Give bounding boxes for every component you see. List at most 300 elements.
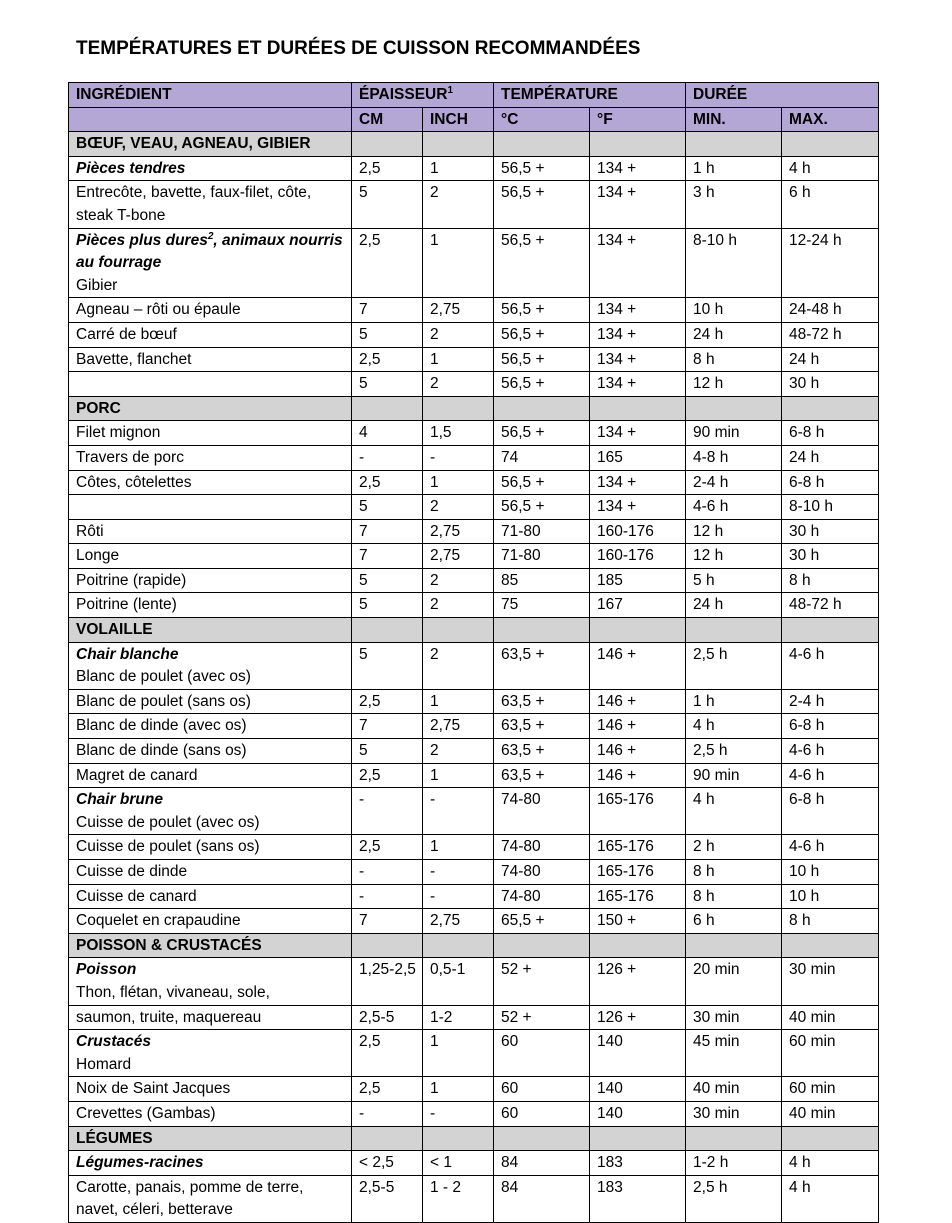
table-row <box>69 519 879 544</box>
temp-celsius-cell: 60 <box>494 1030 590 1077</box>
thickness-cm-cell: 2,5 <box>352 347 423 372</box>
section-blank-cell <box>494 618 590 643</box>
section-blank-cell <box>423 396 494 421</box>
header-thickness: ÉPAISSEUR$^1$ <box>352 83 494 108</box>
duration-min-cell: 4-6 h <box>686 495 782 520</box>
thickness-inch-cell: 2,75 <box>423 909 494 934</box>
ingredient-cell <box>69 642 352 689</box>
subcategory-text: Chair brune <box>76 791 163 809</box>
duration-max-cell: 6-8 h <box>782 714 879 739</box>
ingredient-name: Agneau – rôti ou épaule <box>76 301 241 319</box>
table-row <box>69 714 879 739</box>
ingredient-cell <box>69 739 352 764</box>
footnote-marker: 2 <box>207 230 214 242</box>
thickness-cm-cell: 5 <box>352 568 423 593</box>
duration-max-cell: 30 h <box>782 519 879 544</box>
thickness-inch-cell: - <box>423 860 494 885</box>
duration-min-cell: 12 h <box>686 544 782 569</box>
table-row <box>69 568 879 593</box>
header-blank <box>69 107 352 132</box>
duration-max-cell: 4-6 h <box>782 739 879 764</box>
temp-celsius-cell: 60 <box>494 1101 590 1126</box>
thickness-inch-cell: 1 <box>423 228 494 298</box>
duration-max-cell: 4-6 h <box>782 835 879 860</box>
thickness-inch-cell: 2 <box>423 568 494 593</box>
thickness-inch-cell: 1-2 <box>423 1005 494 1030</box>
ingredient-cell <box>69 1005 352 1030</box>
ingredient-cell <box>69 544 352 569</box>
duration-max-cell: 4 h <box>782 156 879 181</box>
duration-max-cell: 24 h <box>782 445 879 470</box>
duration-min-cell: 2,5 h <box>686 1175 782 1222</box>
duration-max-cell: 4-6 h <box>782 763 879 788</box>
table-row <box>69 470 879 495</box>
table-header <box>69 83 879 132</box>
ingredient-cell <box>69 421 352 446</box>
subcategory-label <box>76 959 345 982</box>
temp-celsius-cell: 52 + <box>494 1005 590 1030</box>
duration-min-cell: 4-8 h <box>686 445 782 470</box>
ingredient-name: Homard <box>76 1055 132 1073</box>
duration-min-cell: 24 h <box>686 593 782 618</box>
section-blank-cell <box>590 1126 686 1151</box>
temp-celsius-cell: 63,5 + <box>494 763 590 788</box>
thickness-inch-cell: 1 <box>423 470 494 495</box>
thickness-cm-cell: 2,5 <box>352 689 423 714</box>
subcategory-text: Poisson <box>76 961 137 979</box>
duration-max-cell: 8 h <box>782 568 879 593</box>
temp-fahrenheit-cell: 165-176 <box>590 860 686 885</box>
table-row <box>69 860 879 885</box>
ingredient-name: Rôti <box>76 522 104 540</box>
subcategory-text: Pièces tendres <box>76 159 186 177</box>
temp-fahrenheit-cell: 165-176 <box>590 835 686 860</box>
thickness-cm-cell: - <box>352 1101 423 1126</box>
thickness-inch-cell: 0,5-1 <box>423 958 494 1005</box>
duration-max-cell: 30 h <box>782 544 879 569</box>
temp-fahrenheit-cell: 134 + <box>590 347 686 372</box>
ingredient-cell <box>69 495 352 520</box>
duration-max-cell: 24-48 h <box>782 298 879 323</box>
temp-celsius-cell: 84 <box>494 1175 590 1222</box>
section-label: BŒUF, VEAU, AGNEAU, GIBIER <box>69 132 352 157</box>
temp-celsius-cell: 56,5 + <box>494 347 590 372</box>
temp-fahrenheit-cell: 134 + <box>590 372 686 397</box>
thickness-inch-cell: < 1 <box>423 1151 494 1176</box>
thickness-cm-cell: 2,5-5 <box>352 1005 423 1030</box>
section-row <box>69 933 879 958</box>
section-label: LÉGUMES <box>69 1126 352 1151</box>
thickness-inch-cell: 2 <box>423 642 494 689</box>
temp-celsius-cell: 56,5 + <box>494 495 590 520</box>
section-blank-cell <box>590 396 686 421</box>
ingredient-cell <box>69 884 352 909</box>
duration-min-cell: 3 h <box>686 181 782 228</box>
section-blank-cell <box>782 396 879 421</box>
temp-fahrenheit-cell: 160-176 <box>590 544 686 569</box>
section-blank-cell <box>423 132 494 157</box>
thickness-inch-cell: 2,75 <box>423 544 494 569</box>
ingredient-name: Crevettes (Gambas) <box>76 1104 216 1122</box>
ingredient-cell <box>69 1175 352 1222</box>
duration-min-cell: 4 h <box>686 714 782 739</box>
ingredient-name: Carré de bœuf <box>76 325 177 343</box>
table-row <box>69 1175 879 1222</box>
thickness-cm-cell: - <box>352 860 423 885</box>
header-temperature: TEMPÉRATURE <box>494 83 686 108</box>
thickness-cm-cell: 2,5 <box>352 763 423 788</box>
temp-celsius-cell: 56,5 + <box>494 322 590 347</box>
ingredient-cell <box>69 322 352 347</box>
temp-celsius-cell: 74-80 <box>494 835 590 860</box>
table-row <box>69 593 879 618</box>
table-row <box>69 445 879 470</box>
table-row <box>69 322 879 347</box>
section-blank-cell <box>352 396 423 421</box>
temp-celsius-cell: 63,5 + <box>494 642 590 689</box>
section-blank-cell <box>590 132 686 157</box>
ingredient-cell <box>69 347 352 372</box>
duration-min-cell: 10 h <box>686 298 782 323</box>
section-blank-cell <box>782 618 879 643</box>
header-min: MIN. <box>686 107 782 132</box>
section-blank-cell <box>782 933 879 958</box>
ingredient-cell <box>69 445 352 470</box>
ingredient-cell <box>69 568 352 593</box>
ingredient-cell <box>69 593 352 618</box>
ingredient-cell <box>69 958 352 1005</box>
ingredient-name: Poitrine (rapide) <box>76 571 187 589</box>
ingredient-name: Blanc de poulet (avec os) <box>76 668 251 686</box>
temp-celsius-cell: 65,5 + <box>494 909 590 934</box>
duration-max-cell: 12-24 h <box>782 228 879 298</box>
subcategory-text: Crustacés <box>76 1033 151 1051</box>
ingredient-cell <box>69 156 352 181</box>
ingredient-name: Thon, flétan, vivaneau, sole, <box>76 983 270 1001</box>
section-blank-cell <box>686 132 782 157</box>
duration-max-cell: 30 h <box>782 372 879 397</box>
thickness-cm-cell: 7 <box>352 544 423 569</box>
thickness-inch-cell: 1 - 2 <box>423 1175 494 1222</box>
table-row <box>69 739 879 764</box>
temp-fahrenheit-cell: 160-176 <box>590 519 686 544</box>
duration-min-cell: 8-10 h <box>686 228 782 298</box>
temp-celsius-cell: 71-80 <box>494 519 590 544</box>
ingredient-cell <box>69 763 352 788</box>
temp-celsius-cell: 56,5 + <box>494 372 590 397</box>
thickness-inch-cell: - <box>423 884 494 909</box>
table-row <box>69 544 879 569</box>
section-blank-cell <box>494 933 590 958</box>
duration-max-cell: 40 min <box>782 1101 879 1126</box>
duration-min-cell: 90 min <box>686 421 782 446</box>
subcategory-label <box>76 1031 345 1054</box>
duration-min-cell: 5 h <box>686 568 782 593</box>
ingredient-cell <box>69 835 352 860</box>
temp-fahrenheit-cell: 140 <box>590 1077 686 1102</box>
table-row <box>69 763 879 788</box>
ingredient-name: Cuisse de poulet (sans os) <box>76 838 260 856</box>
duration-max-cell: 30 min <box>782 958 879 1005</box>
temp-fahrenheit-cell: 134 + <box>590 421 686 446</box>
temp-celsius-cell: 56,5 + <box>494 156 590 181</box>
ingredient-cell <box>69 372 352 397</box>
thickness-inch-cell: 2 <box>423 739 494 764</box>
ingredient-name: Blanc de dinde (avec os) <box>76 717 247 735</box>
thickness-inch-cell: 1 <box>423 1077 494 1102</box>
temp-fahrenheit-cell: 167 <box>590 593 686 618</box>
duration-min-cell: 12 h <box>686 372 782 397</box>
ingredient-name: saumon, truite, maquereau <box>76 1008 262 1026</box>
subcategory-text: Chair blanche <box>76 645 179 663</box>
ingredient-cell <box>69 788 352 835</box>
thickness-cm-cell: 5 <box>352 593 423 618</box>
thickness-inch-cell: 1 <box>423 1030 494 1077</box>
table-row <box>69 347 879 372</box>
temp-fahrenheit-cell: 146 + <box>590 689 686 714</box>
temp-celsius-cell: 56,5 + <box>494 421 590 446</box>
ingredient-cell <box>69 909 352 934</box>
section-blank-cell <box>686 618 782 643</box>
temp-fahrenheit-cell: 140 <box>590 1030 686 1077</box>
temp-celsius-cell: 74 <box>494 445 590 470</box>
temp-fahrenheit-cell: 146 + <box>590 763 686 788</box>
header-ingredient: INGRÉDIENT <box>69 83 352 108</box>
thickness-cm-cell: - <box>352 445 423 470</box>
temp-celsius-cell: 60 <box>494 1077 590 1102</box>
thickness-inch-cell: - <box>423 445 494 470</box>
duration-max-cell: 8-10 h <box>782 495 879 520</box>
temp-fahrenheit-cell: 185 <box>590 568 686 593</box>
table-row <box>69 421 879 446</box>
thickness-inch-cell: 2 <box>423 593 494 618</box>
ingredient-name: Magret de canard <box>76 766 198 784</box>
duration-min-cell: 1-2 h <box>686 1151 782 1176</box>
temp-fahrenheit-cell: 126 + <box>590 1005 686 1030</box>
section-row <box>69 396 879 421</box>
subcategory-text-cont: , animaux nourris au fourrage <box>76 231 343 272</box>
thickness-inch-cell: - <box>423 788 494 835</box>
ingredient-name: Longe <box>76 547 120 565</box>
table-row <box>69 1005 879 1030</box>
section-blank-cell <box>423 618 494 643</box>
thickness-cm-cell: 5 <box>352 495 423 520</box>
thickness-cm-cell: 2,5 <box>352 470 423 495</box>
duration-max-cell: 24 h <box>782 347 879 372</box>
duration-max-cell: 8 h <box>782 909 879 934</box>
table-row <box>69 298 879 323</box>
duration-min-cell: 4 h <box>686 788 782 835</box>
thickness-cm-cell: 4 <box>352 421 423 446</box>
duration-min-cell: 2-4 h <box>686 470 782 495</box>
thickness-cm-cell: - <box>352 788 423 835</box>
temp-fahrenheit-cell: 183 <box>590 1175 686 1222</box>
duration-min-cell: 30 min <box>686 1101 782 1126</box>
ingredient-cell <box>69 298 352 323</box>
thickness-cm-cell: 2,5-5 <box>352 1175 423 1222</box>
duration-max-cell: 4-6 h <box>782 642 879 689</box>
subcategory-label <box>76 789 345 812</box>
subcategory-label <box>76 158 345 181</box>
thickness-inch-cell: 1 <box>423 156 494 181</box>
temp-celsius-cell: 63,5 + <box>494 739 590 764</box>
thickness-cm-cell: 5 <box>352 642 423 689</box>
temp-fahrenheit-cell: 134 + <box>590 181 686 228</box>
thickness-cm-cell: 2,5 <box>352 835 423 860</box>
thickness-cm-cell: < 2,5 <box>352 1151 423 1176</box>
section-blank-cell <box>782 132 879 157</box>
thickness-cm-cell: 2,5 <box>352 156 423 181</box>
section-blank-cell <box>352 933 423 958</box>
thickness-cm-cell: 7 <box>352 909 423 934</box>
temp-fahrenheit-cell: 146 + <box>590 714 686 739</box>
ingredient-cell <box>69 1030 352 1077</box>
header-celsius: °C <box>494 107 590 132</box>
duration-min-cell: 8 h <box>686 860 782 885</box>
duration-max-cell: 10 h <box>782 884 879 909</box>
ingredient-name: Filet mignon <box>76 424 161 442</box>
duration-max-cell: 40 min <box>782 1005 879 1030</box>
section-row <box>69 132 879 157</box>
thickness-inch-cell: 2 <box>423 322 494 347</box>
duration-min-cell: 20 min <box>686 958 782 1005</box>
ingredient-cell <box>69 860 352 885</box>
temp-celsius-cell: 63,5 + <box>494 689 590 714</box>
ingredient-name: Gibier <box>76 276 118 294</box>
thickness-inch-cell: 1 <box>423 689 494 714</box>
subcategory-label <box>76 1152 345 1175</box>
ingredient-name: Blanc de dinde (sans os) <box>76 742 247 760</box>
header-fahrenheit: °F <box>590 107 686 132</box>
table-row <box>69 1151 879 1176</box>
duration-min-cell: 1 h <box>686 689 782 714</box>
thickness-cm-cell: 2,5 <box>352 228 423 298</box>
thickness-cm-cell: 2,5 <box>352 1030 423 1077</box>
temp-celsius-cell: 85 <box>494 568 590 593</box>
duration-min-cell: 2,5 h <box>686 642 782 689</box>
temp-celsius-cell: 63,5 + <box>494 714 590 739</box>
thickness-cm-cell: 5 <box>352 322 423 347</box>
duration-max-cell: 60 min <box>782 1077 879 1102</box>
temp-fahrenheit-cell: 140 <box>590 1101 686 1126</box>
ingredient-name: Cuisse de poulet (avec os) <box>76 813 260 831</box>
duration-min-cell: 8 h <box>686 884 782 909</box>
ingredient-cell <box>69 1077 352 1102</box>
table-row <box>69 689 879 714</box>
table-row <box>69 495 879 520</box>
header-max: MAX. <box>782 107 879 132</box>
duration-max-cell: 4 h <box>782 1151 879 1176</box>
section-blank-cell <box>352 132 423 157</box>
ingredient-name: Poitrine (lente) <box>76 596 177 614</box>
section-blank-cell <box>423 933 494 958</box>
temp-celsius-cell: 56,5 + <box>494 298 590 323</box>
duration-min-cell: 1 h <box>686 156 782 181</box>
temp-celsius-cell: 56,5 + <box>494 228 590 298</box>
duration-min-cell: 24 h <box>686 322 782 347</box>
thickness-cm-cell: 5 <box>352 372 423 397</box>
thickness-cm-cell: - <box>352 884 423 909</box>
section-label: PORC <box>69 396 352 421</box>
duration-max-cell: 60 min <box>782 1030 879 1077</box>
ingredient-name: Entrecôte, bavette, faux-filet, côte, steak T-bone <box>76 184 312 224</box>
section-blank-cell <box>782 1126 879 1151</box>
section-blank-cell <box>686 396 782 421</box>
temp-celsius-cell: 75 <box>494 593 590 618</box>
thickness-inch-cell: 2 <box>423 181 494 228</box>
table-row <box>69 156 879 181</box>
section-blank-cell <box>352 1126 423 1151</box>
temp-fahrenheit-cell: 134 + <box>590 322 686 347</box>
thickness-inch-cell: 2 <box>423 495 494 520</box>
temp-fahrenheit-cell: 134 + <box>590 228 686 298</box>
section-row <box>69 618 879 643</box>
ingredient-cell <box>69 1101 352 1126</box>
table-row <box>69 884 879 909</box>
thickness-inch-cell: 1 <box>423 835 494 860</box>
table-row <box>69 1077 879 1102</box>
section-blank-cell <box>494 132 590 157</box>
subcategory-label <box>76 230 345 275</box>
duration-min-cell: 12 h <box>686 519 782 544</box>
section-label: POISSON & CRUSTACÉS <box>69 933 352 958</box>
thickness-cm-cell: 5 <box>352 739 423 764</box>
temp-fahrenheit-cell: 134 + <box>590 156 686 181</box>
section-blank-cell <box>352 618 423 643</box>
temp-fahrenheit-cell: 134 + <box>590 298 686 323</box>
temp-celsius-cell: 74-80 <box>494 884 590 909</box>
section-blank-cell <box>686 1126 782 1151</box>
subcategory-text: Pièces plus dures <box>76 231 208 249</box>
thickness-cm-cell: 5 <box>352 181 423 228</box>
temp-celsius-cell: 84 <box>494 1151 590 1176</box>
duration-max-cell: 48-72 h <box>782 593 879 618</box>
table-row <box>69 835 879 860</box>
temp-fahrenheit-cell: 165-176 <box>590 788 686 835</box>
section-blank-cell <box>590 618 686 643</box>
thickness-inch-cell: 2,75 <box>423 519 494 544</box>
duration-max-cell: 10 h <box>782 860 879 885</box>
temp-fahrenheit-cell: 150 + <box>590 909 686 934</box>
temp-fahrenheit-cell: 146 + <box>590 739 686 764</box>
subcategory-text: Légumes-racines <box>76 1154 204 1172</box>
duration-min-cell: 2,5 h <box>686 739 782 764</box>
ingredient-name: Travers de porc <box>76 448 184 466</box>
duration-max-cell: 6-8 h <box>782 470 879 495</box>
duration-max-cell: 4 h <box>782 1175 879 1222</box>
ingredient-cell <box>69 228 352 298</box>
duration-max-cell: 6-8 h <box>782 788 879 835</box>
temp-celsius-cell: 74-80 <box>494 860 590 885</box>
duration-min-cell: 8 h <box>686 347 782 372</box>
thickness-inch-cell: 2,75 <box>423 714 494 739</box>
subcategory-label <box>76 644 345 667</box>
section-blank-cell <box>423 1126 494 1151</box>
temp-fahrenheit-cell: 134 + <box>590 470 686 495</box>
ingredient-cell <box>69 689 352 714</box>
duration-max-cell: 6 h <box>782 181 879 228</box>
temp-fahrenheit-cell: 146 + <box>590 642 686 689</box>
thickness-inch-cell: - <box>423 1101 494 1126</box>
duration-min-cell: 90 min <box>686 763 782 788</box>
table-row <box>69 642 879 689</box>
header-cm: CM <box>352 107 423 132</box>
duration-min-cell: 6 h <box>686 909 782 934</box>
table-row <box>69 1030 879 1077</box>
ingredient-cell <box>69 470 352 495</box>
thickness-inch-cell: 1 <box>423 347 494 372</box>
table-row <box>69 372 879 397</box>
